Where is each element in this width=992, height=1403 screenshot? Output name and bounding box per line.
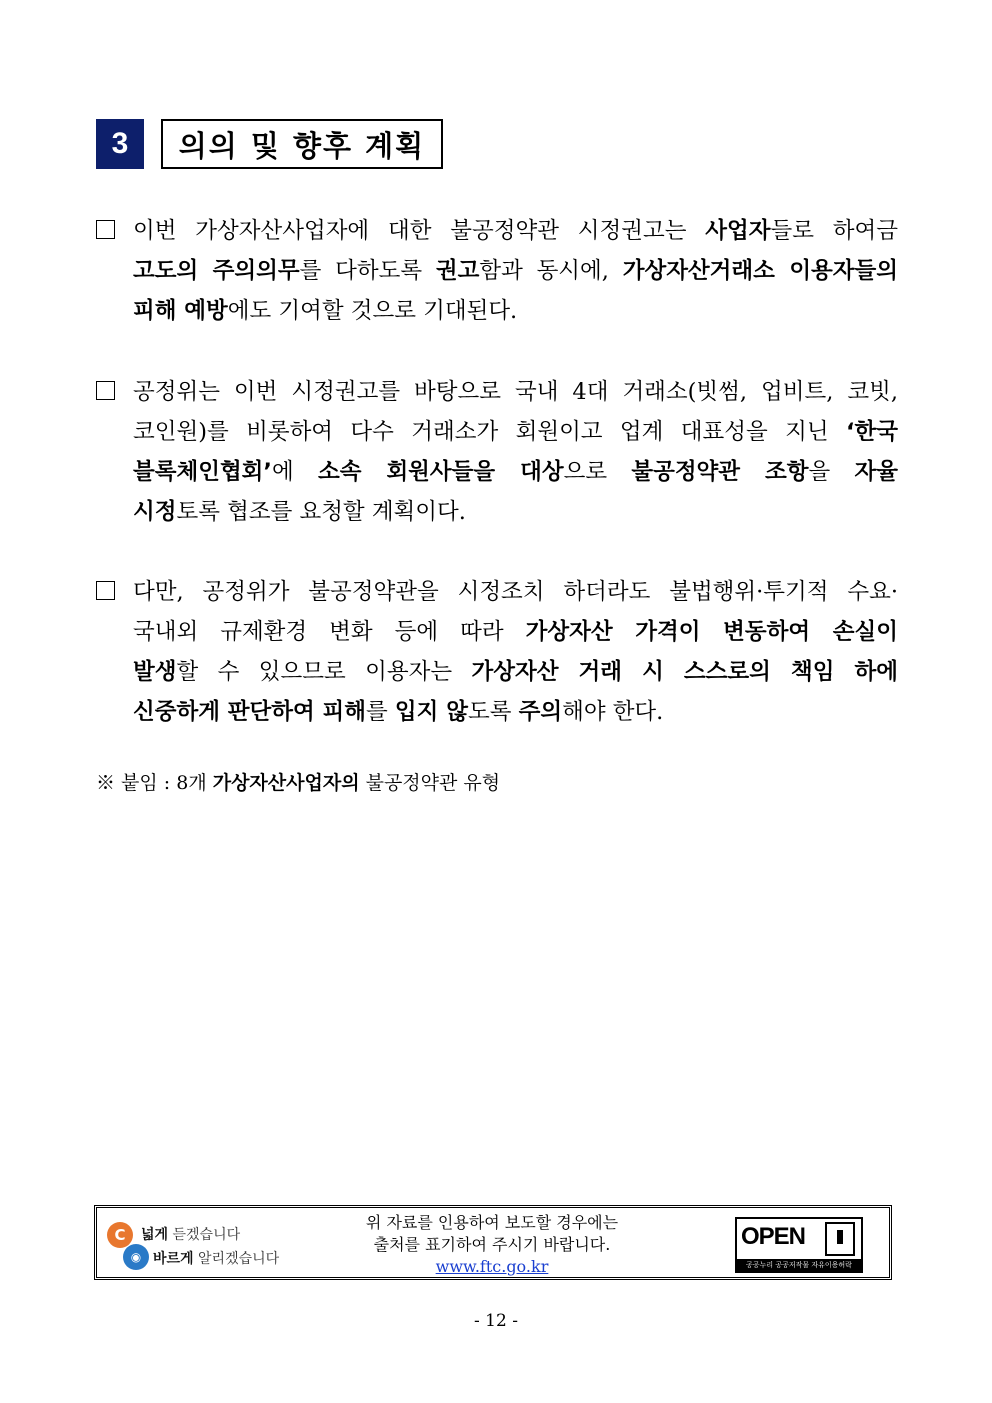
paragraph-line: [96, 612, 898, 652]
body-text: 함과 동시에,: [479, 258, 623, 284]
body-text: 공정위는 이번 시정권고를 바탕으로 국내 4대 거래소(빗썸, 업비트, 코빗,: [133, 379, 898, 405]
paragraph-line: [96, 492, 898, 532]
emphasis-text: ‘한국: [845, 419, 898, 445]
emphasis-text: 불공정약관 조항: [631, 459, 809, 485]
paragraph-line: [96, 291, 898, 331]
paragraph-line: [96, 211, 898, 251]
emphasis-text: 신중하게 판단하여 피해: [133, 699, 367, 725]
body-text: 이번 가상자산사업자에 대한 불공정약관 시정권고는: [133, 218, 706, 244]
ftc-slogan-logo: [107, 1220, 287, 1270]
body-text: 에도 기여할 것으로 기대된다.: [227, 298, 518, 324]
emphasis-text: 소속 회원사들을 대상: [318, 459, 564, 485]
paragraph-line: [96, 412, 898, 452]
checkbox-bullet-icon: [96, 581, 115, 600]
paragraph-1: [96, 211, 898, 331]
attribution-icon: [825, 1222, 855, 1256]
paragraph-line: [96, 251, 898, 291]
paragraph-line: [96, 452, 898, 492]
body-text: 할 수 있으므로 이용자는: [176, 659, 472, 685]
paragraph-3: [96, 572, 898, 732]
section-number: 3: [96, 119, 144, 169]
open-license-strip: 공공누리 공공저작물 자유이용허락: [737, 1259, 861, 1271]
body-text: 도록: [467, 699, 519, 725]
emphasis-text: 가상자산거래소 이용자들의: [622, 258, 898, 284]
body-text: 를: [366, 699, 395, 725]
paragraph-2: [96, 372, 898, 532]
emphasis-text: 입지 않: [394, 699, 468, 725]
attachment-rest: 불공정약관 유형: [359, 772, 501, 794]
slogan-line-2: 바르게 알리겠습니다: [153, 1251, 280, 1267]
emphasis-text: 발생: [133, 659, 177, 685]
body-text: 코인원)를 비롯하여 다수 거래소가 회원이고 업계 대표성을 지닌: [133, 419, 846, 445]
attachment-note: [96, 768, 500, 798]
speaker-icon: ◉: [123, 1244, 149, 1270]
slogan-line-1: 넓게 듣겠습니다: [141, 1227, 241, 1243]
body-text: 들로 하여금: [770, 218, 898, 244]
emphasis-text: 주의: [518, 699, 563, 725]
citation-notice: [297, 1212, 687, 1278]
body-text: 에: [271, 459, 318, 485]
emphasis-text: 자율: [854, 459, 898, 485]
emphasis-text: 가상자산 가격이 변동하여 손실이: [525, 619, 898, 645]
body-text: 다만, 공정위가 불공정약관을 시정조치 하더라도 불법행위·투기적 수요·: [133, 579, 898, 605]
attachment-bold: 가상자산사업자의: [212, 772, 360, 794]
emphasis-text: 블록체인협회’: [133, 459, 272, 485]
emphasis-text: 사업자: [705, 218, 771, 244]
notice-line-1: 위 자료를 인용하여 보도할 경우에는: [365, 1213, 619, 1232]
checkbox-bullet-icon: [96, 220, 115, 239]
emphasis-text: 권고: [435, 258, 480, 284]
emphasis-text: 시정: [133, 499, 177, 525]
checkbox-bullet-icon: [96, 381, 115, 400]
paragraph-line: [96, 372, 898, 412]
body-text: 을: [808, 459, 855, 485]
attachment-prefix: ※ 붙임 : 8개: [96, 772, 213, 794]
page-number: - 12 -: [474, 1311, 518, 1331]
emphasis-text: 피해 예방: [133, 298, 228, 324]
paragraph-line: [96, 652, 898, 692]
body-text: 토록 협조를 요청할 계획이다.: [176, 499, 466, 525]
open-license-badge: [735, 1217, 863, 1273]
paragraph-line: [96, 572, 898, 612]
emphasis-text: 가상자산 거래 시 스스로의 책임 하에: [471, 659, 898, 685]
paragraph-line: [96, 692, 898, 732]
body-text: 해야 한다.: [562, 699, 664, 725]
open-label: OPEN: [741, 1223, 806, 1250]
notice-line-2: 출처를 표기하여 주시기 바랍니다.: [373, 1235, 611, 1254]
body-text: 으로: [563, 459, 632, 485]
ear-icon: C: [107, 1222, 133, 1248]
body-text: 를 다하도록: [299, 258, 436, 284]
footer-box: [94, 1205, 892, 1280]
section-title: 의의 및 향후 계획: [161, 119, 443, 169]
ftc-website-link[interactable]: www.ftc.go.kr: [435, 1257, 549, 1276]
body-text: 국내외 규제환경 변화 등에 따라: [133, 619, 526, 645]
emphasis-text: 고도의 주의의무: [133, 258, 300, 284]
